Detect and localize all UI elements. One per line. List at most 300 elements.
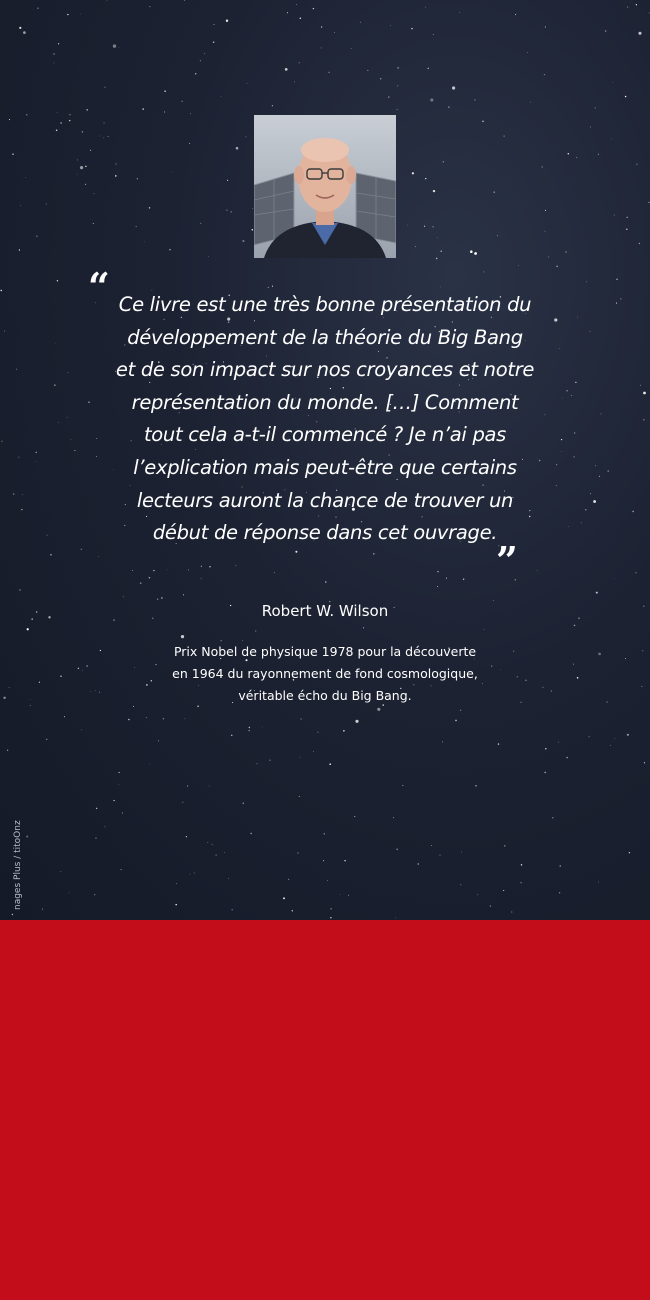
star [627,7,628,8]
star [301,718,302,719]
star [103,137,104,138]
star [590,126,591,127]
star [113,800,114,801]
quote-line: représentation du monde. […] Comment [131,390,519,414]
star [243,803,244,804]
star [85,184,86,185]
star [164,111,165,112]
star [128,719,130,721]
star [397,109,398,110]
star [459,12,460,13]
star [418,863,419,864]
star [324,833,325,834]
star [118,772,119,773]
star [209,566,210,567]
star [69,120,70,121]
star [132,570,133,571]
star [439,854,440,855]
star [93,223,94,224]
star [530,102,531,103]
star [200,223,201,224]
star [437,237,438,238]
star [615,738,616,739]
star [231,735,232,736]
star [50,554,52,556]
star [299,62,300,63]
star [632,511,633,512]
star [245,136,246,137]
star [373,553,374,554]
star [412,172,414,174]
star [437,571,439,573]
star [187,785,188,786]
star [90,150,91,151]
star [636,4,637,5]
caption-line: en 1964 du rayonnement de fond cosmologique, [172,666,478,681]
star [95,837,96,838]
star [527,52,528,53]
star [12,153,14,155]
star [224,852,225,853]
star [81,549,82,550]
star [432,226,433,227]
star [116,163,117,164]
star [146,717,147,718]
star [296,4,297,5]
star [161,597,163,599]
star [424,226,425,227]
star [552,817,553,818]
star [321,47,322,48]
star [402,785,403,786]
star [431,845,432,846]
star [574,456,575,457]
star [144,242,145,243]
star [19,589,20,590]
star [503,135,504,136]
star [545,748,547,750]
star [441,251,442,252]
quote-line: tout cela a-t-il commencé ? Je n’ai pas [143,423,507,447]
star [226,19,228,21]
star [242,240,244,242]
star [559,348,560,349]
star [463,579,464,580]
star [558,742,559,743]
quote-line: l’explication mais peut-être que certains [133,455,517,479]
star [521,864,522,865]
author-photo [254,115,396,258]
star [574,625,576,627]
star [248,730,250,732]
star [484,629,485,630]
star [625,96,627,98]
star [643,419,644,420]
star [88,401,90,403]
star [64,716,65,717]
star [393,817,394,818]
star [433,190,435,192]
star [4,330,5,331]
star [183,594,184,595]
star [598,882,599,883]
quote-line: et de son impact sur nos croyances et notre [115,358,535,382]
star [620,298,621,299]
star [250,833,251,834]
star [25,177,26,178]
star [544,772,545,773]
star [81,729,82,730]
star [118,47,119,48]
star [395,917,396,918]
star [613,82,614,83]
star [474,99,475,100]
star [300,17,302,19]
quote-line: début de réponse dans cet ouvrage. [152,521,498,545]
star [57,112,58,113]
star [26,114,27,115]
star [58,43,59,44]
star [85,166,87,168]
star [367,70,368,71]
star [194,873,195,874]
star [593,500,596,503]
star [397,85,398,86]
star [214,24,215,25]
star [164,91,165,92]
star [627,734,629,736]
star [94,894,95,895]
star [113,44,116,47]
star [272,105,273,106]
star [294,82,295,83]
star [344,860,346,862]
star [56,129,58,131]
star [599,476,600,477]
star [96,808,97,809]
star [67,417,68,418]
star [252,229,254,231]
star [105,87,106,88]
star [190,113,191,114]
closing-quote-mark: ” [496,538,518,583]
star [494,191,495,192]
star [610,745,611,746]
star [548,256,549,257]
star [411,28,412,29]
star [537,570,538,571]
star [360,22,361,23]
star [195,73,196,74]
star [285,68,288,71]
star [20,205,21,206]
star [107,0,108,1]
caption-line: Prix Nobel de physique 1978 pour la découverte [173,644,477,659]
star [67,14,68,15]
star [482,121,483,122]
star [16,369,17,370]
star [325,581,327,583]
star [77,174,78,175]
star [313,751,314,752]
star [428,68,429,69]
star [213,41,215,43]
star [474,252,477,255]
star [351,48,352,49]
star [13,493,14,494]
star [1,441,2,442]
star [545,231,546,232]
star [493,600,494,601]
star [590,331,591,332]
star [9,119,10,120]
star [575,382,576,383]
star [581,523,582,524]
star [140,582,142,584]
star [559,892,560,893]
quote-line: lecteurs auront la chance de trouver un [136,488,514,512]
star [7,750,8,751]
star [71,440,72,441]
star [475,785,477,787]
star [343,730,345,732]
star [207,842,208,843]
star [184,0,185,1]
star [182,101,183,102]
star [36,461,37,462]
star [37,7,38,8]
star [390,25,391,26]
star [443,161,444,162]
star [149,207,150,208]
star [149,577,151,579]
star [22,494,23,495]
star [226,209,227,210]
star [201,566,202,567]
star [201,578,202,579]
star [121,869,122,870]
star [274,572,275,573]
star [407,225,408,226]
star [287,12,288,13]
star [235,565,236,566]
star [455,720,457,722]
star [297,852,298,853]
star [200,60,201,61]
star [561,451,562,452]
star [643,392,646,395]
star [257,763,258,764]
star [568,153,569,154]
star [363,627,364,628]
star [477,894,478,895]
star [614,579,615,580]
star [108,136,109,137]
star [644,762,645,763]
star [227,180,228,181]
star [503,890,504,891]
star [452,86,455,89]
star [77,159,78,160]
star [163,718,164,719]
star [483,271,484,272]
star [313,8,314,9]
star [497,235,498,236]
star [69,114,70,115]
star [446,578,447,579]
star [21,509,22,510]
star [118,784,119,785]
star [640,385,641,386]
star [595,465,596,466]
star [209,786,210,787]
red-band [0,920,650,1300]
star [614,215,615,216]
star [122,813,123,814]
star [69,893,70,894]
star [504,845,505,846]
star [596,592,598,594]
star [608,470,609,471]
star [212,844,213,845]
star [215,854,217,856]
star [231,211,232,212]
star [99,136,100,137]
star [511,911,512,912]
star [317,732,318,733]
star [589,736,590,737]
star [157,598,159,600]
star [142,108,144,110]
star [87,109,88,110]
star [175,904,177,906]
star [636,164,637,165]
star [556,266,557,267]
star [545,210,546,211]
star [616,279,617,280]
star [98,556,99,557]
star [247,83,248,84]
star [249,727,250,728]
star [262,727,263,728]
star [571,395,572,396]
star [544,74,545,75]
star [574,432,575,433]
star [331,908,332,909]
star [60,122,61,123]
star [327,880,328,881]
star [605,30,607,32]
star [556,485,557,486]
star [340,894,341,895]
star [288,879,289,880]
star [269,760,270,761]
star [433,34,434,35]
star [26,835,28,837]
star [94,193,95,194]
star [47,535,48,536]
star [460,710,461,711]
star [53,62,54,63]
star [397,67,399,69]
star [380,78,382,80]
star [183,802,184,803]
star [415,246,416,247]
star [490,905,491,906]
star [149,764,150,765]
star [103,122,104,123]
star [57,280,58,281]
star [388,96,389,97]
star [354,816,355,817]
star [190,874,191,875]
star [638,32,641,35]
caption-line: véritable écho du Big Bang. [238,688,412,703]
star [348,895,349,896]
star [58,422,59,423]
star [576,157,577,158]
star [521,882,522,883]
star [54,385,55,386]
star [568,526,569,527]
star [560,865,561,866]
star [598,154,599,155]
photo-credit: nages Plus / titoOnz [13,820,23,910]
star [585,509,586,510]
star [448,107,449,108]
star [636,572,637,573]
star [470,250,473,253]
star [82,131,83,132]
star [169,249,171,251]
star [329,763,331,765]
quote-text [95,289,555,550]
star [18,457,19,458]
star [649,13,650,14]
star [188,569,189,570]
quote-line: développement de la théorie du Big Bang [127,325,523,349]
star [232,909,233,910]
star [437,586,438,587]
star [46,204,47,205]
star [565,251,566,252]
star [19,27,21,29]
star [595,107,596,108]
star [166,570,167,571]
star [616,303,617,304]
star [204,53,205,54]
star [36,452,37,453]
star [545,26,546,27]
star [377,708,380,711]
star [586,281,587,282]
star [461,852,462,853]
star [425,178,426,179]
star [355,720,358,723]
star [626,229,628,231]
star [562,398,563,399]
star [255,631,256,632]
star [46,739,47,740]
star [268,287,269,288]
star [272,286,273,287]
star [430,98,433,101]
star [648,202,649,203]
star [330,917,331,918]
star [23,31,26,34]
star [300,757,301,758]
star [590,493,591,494]
